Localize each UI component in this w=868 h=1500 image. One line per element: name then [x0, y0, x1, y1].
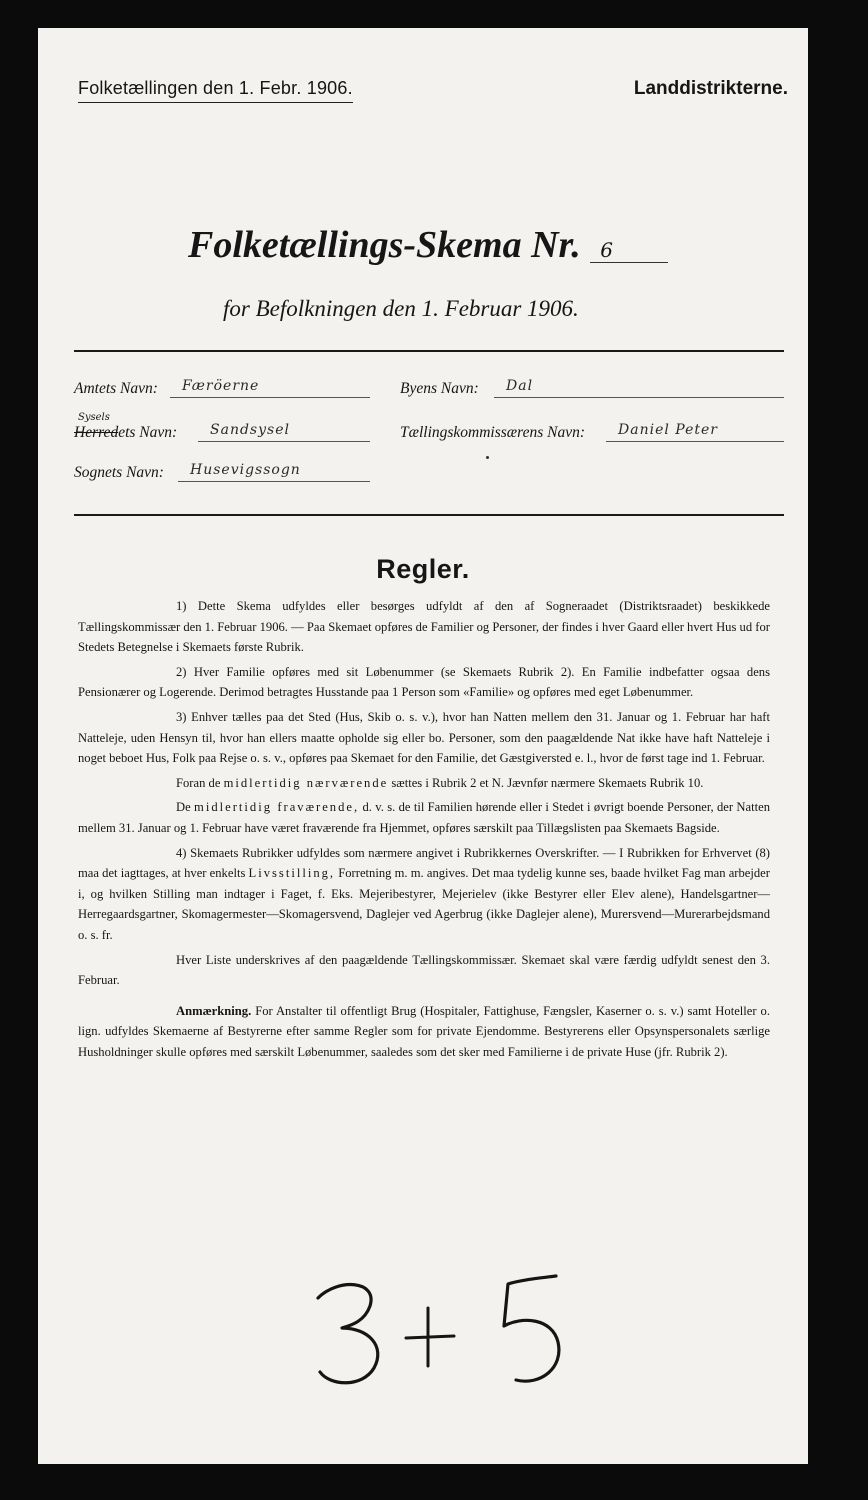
byen-label: Byens Navn: — [400, 380, 479, 397]
herred-field[interactable]: Sandsysel — [198, 420, 370, 442]
top-divider — [74, 350, 784, 352]
rule-3-absent — [78, 797, 770, 838]
rule-3-absent-emphasis: midlertidig fraværende, — [194, 800, 360, 815]
remark — [78, 1001, 770, 1063]
herred-label — [74, 412, 178, 442]
form-title — [188, 223, 668, 267]
form-number-field[interactable]: 6 — [590, 238, 668, 263]
rule-4-emphasis: Livsstilling, — [248, 866, 336, 881]
rule-3-present-pre: Foran de — [176, 775, 221, 790]
rules-heading: Regler. — [376, 554, 470, 584]
rule-3-present — [78, 773, 770, 794]
rules-body — [78, 596, 770, 1066]
rule-3-absent-post: d. v. s. de til Familien hørende eller i Stedet i øvrigt boende Personer, der Natten mellem 31. Januar og 1. Februar have været fraværende fra Hjemmet, opføres særskilt paa Tillægslisten paa Skemaets Bagside. — [78, 800, 770, 835]
herred-struck-word: Herred — [74, 424, 119, 441]
form-subtitle: for Befolkningen den 1. Februar 1906. — [223, 296, 579, 321]
census-header-date: Folketællingen den 1. Febr. 1906. — [78, 78, 353, 103]
sogn-field[interactable]: Husevigssogn — [178, 460, 370, 482]
rule-4-post: Forretning m. m. angives. Det maa tydelig kunne ses, baade hvilket Fag man arbejder i, og hvilken Stilling man indtager i Faget, f. Eks. Mejeribestyrer, Mejerielev (ikke Bestyrer eller Elev alene), Handelsgartner—Herregaardsgartner, Skomagermester—Skomagersvend, Daglejer ved Agerbrug (ikke Daglejer alene), Murersvend—Murerarbejdsmand o. s. fr. — [78, 866, 770, 942]
rule-4-pre: 4) Skemaets Rubrikker udfyldes som nærmere angivet i Rubrikkernes Overskrifter. — I Rubrikken for Erhvervet (8) maa det iagttages, at hver enkelts — [78, 845, 770, 881]
amt-label: Amtets Navn: — [74, 380, 158, 397]
census-form-page — [38, 28, 808, 1464]
byen-field[interactable]: Dal — [494, 376, 784, 398]
remark-label: Anmærkning. — [176, 1003, 252, 1018]
rule-3: 3) Enhver tælles paa det Sted (Hus, Skib o. s. v.), hvor han Natten mellem den 31. Januar og 1. Februar har haft Natteleje, uden Hensyn til, hvor han ellers maatte opholde sig eller bo. Personer, som den paagældende Nat ikke have haft Natteleje i noget beboet Hus, Folk paa Rejse o. s. v., opføres paa Skemaet for den Familie, det Gæstgiversted e. l., hvor de først tage ind 1. Februar. — [78, 709, 770, 766]
rule-4 — [78, 843, 770, 946]
rule-5: Hver Liste underskrives af den paagældende Tællingskommissær. Skemaet skal være færdig udfyldt senest den 3. Februar. — [78, 952, 770, 988]
rule-3-absent-pre: De — [176, 800, 191, 815]
rule-3-present-emphasis: midlertidig nærværende — [223, 775, 389, 790]
fields-divider — [74, 514, 784, 516]
ink-dot — [486, 456, 489, 459]
remark-text: For Anstalter til offentligt Brug (Hospitaler, Fattighuse, Fængsler, Kaserner o. s. v.) samt Hoteller o. lign. udfyldes Skemaerne af Bestyrerne efter samme Regler som for private Ejendomme. Bestyrerens eller Opsynspersonalets særlige Husholdninger skulle opføres med særskilt Løbenummer, saaledes som det sker med Familierne i de private Huse (jfr. Rubrik 2). — [78, 1003, 770, 1059]
rule-1: 1) Dette Skema udfyldes eller besørges udfyldt af den af Sogneraadet (Distriktsraadet) beskikkede Tællingskommissær den 1. Februar 1906. — Paa Skemaet opføres de Familier og Personer, der findes i hver Gaard eller hvert Hus ud for Stedets Betegnelse i Skemaets første Rubrik. — [78, 599, 770, 655]
district-type-header: Landdistrikterne. — [633, 78, 788, 99]
form-title-text: Folketællings-Skema Nr. — [188, 224, 581, 266]
rule-2: 2) Hver Familie opføres med sit Løbenummer (se Skemaets Rubrik 2). En Familie indbefatter ogsaa dens Pensionærer og Logerende. Derimod betragtes Husstande paa 1 Person som «Familie» og opføres med eget Løbenummer. — [78, 664, 770, 700]
herred-label-rest: ets Navn: — [118, 424, 178, 441]
herred-inserted-word: Sysels — [78, 412, 110, 423]
rule-3-present-post: sættes i Rubrik 2 et N. Jævnfør nærmere Skemaets Rubrik 10. — [391, 775, 704, 790]
sogn-label: Sognets Navn: — [74, 464, 164, 481]
handwritten-annotation — [308, 1268, 588, 1398]
amt-field[interactable]: Færöerne — [170, 376, 370, 398]
kommissaer-label: Tællingskommissærens Navn: — [400, 424, 586, 441]
kommissaer-field[interactable]: Daniel Peter — [606, 420, 784, 442]
